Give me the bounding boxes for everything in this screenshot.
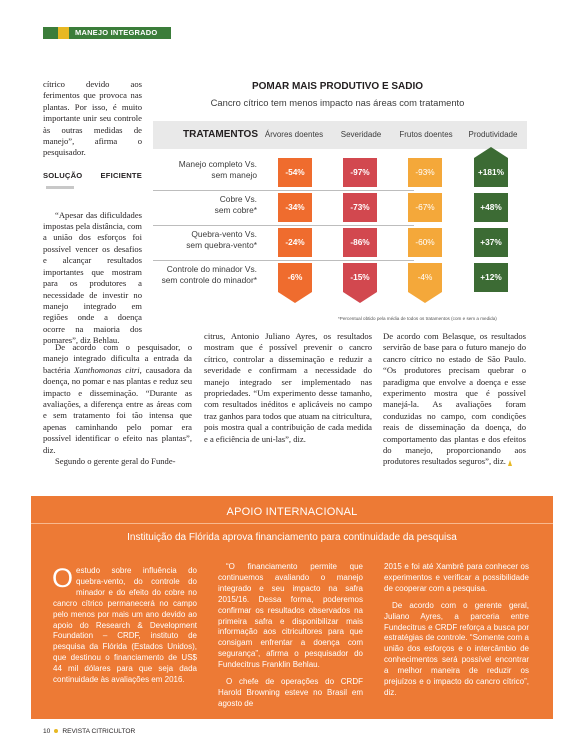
table-cell: -4% xyxy=(408,263,442,292)
sidebar-box xyxy=(31,496,553,719)
row-divider xyxy=(153,260,414,261)
paragraph: O chefe de operações do CRDF Harold Browning esteve no Brasil em agosto de xyxy=(218,677,363,708)
row-label: Controle do minador Vs. sem controle do minador* xyxy=(161,264,257,285)
box-subtitle: Instituição da Flórida aprova financiamento para continuidade da pesquisa xyxy=(127,532,457,543)
column-2 xyxy=(204,331,372,445)
row-divider xyxy=(153,225,414,226)
arrow-down-icon xyxy=(343,292,377,304)
paragraph: cítrico devido aos ferimentos que provoca nas plantas. Por isso, é muito importante unir seu controle às outras medidas de manejo”, afirma o pesquisador. xyxy=(43,79,142,158)
column-header: Árvores doentes xyxy=(264,130,324,139)
chart-header-row xyxy=(153,121,527,149)
box-title: APOIO INTERNACIONAL xyxy=(226,506,358,518)
row-label: Cobre Vs. sem cobre* xyxy=(214,194,257,215)
species-name: Xanthomonas citri xyxy=(74,364,140,375)
drop-cap: O xyxy=(52,563,74,593)
table-cell: -34% xyxy=(278,193,312,222)
bullet-icon xyxy=(54,729,58,733)
column-header: Produtividade xyxy=(468,130,518,139)
paragraph: De acordo com o pesquisador, o manejo integrado dificulta a entrada da bactéria Xanthomonas citri, causadora da doença, no pomar e nas plantas e reduz seu impacto e disseminação. “Durante as avaliações, a diferença entre as áreas com e sem tratamento foi tão intensa que apenas caminhando pelo pomar era possível identificar o efeito nas plantas”, diz. xyxy=(43,342,192,455)
table-cell: +12% xyxy=(474,263,508,292)
table-cell: -67% xyxy=(408,193,442,222)
section-tag-green-block xyxy=(43,27,58,39)
paragraph: Segundo o gerente geral do Funde- xyxy=(55,456,176,467)
end-mark-icon xyxy=(508,460,512,466)
column-header: Frutos doentes xyxy=(399,130,453,139)
row-label: Manejo completo Vs. sem manejo xyxy=(178,159,257,180)
table-cell: -15% xyxy=(343,263,377,292)
paragraph: De acordo com o gerente geral, Juliano Ayres, a parceria entre Fundecitrus e CRDF reforça a busca por estratégias de controle. “Somente com a união dos esforços e o intercâmbio de conhecimentos será possível encontrar a melhor maneira de reduzir os prejuízos e o impacto do cancro cítrico”, diz. xyxy=(384,600,529,697)
table-cell: +181% xyxy=(474,158,508,187)
subheading-text: SOLUÇÃO EFICIENTE xyxy=(43,170,142,180)
column-1-bottom xyxy=(43,342,192,467)
subheading-rule xyxy=(46,186,74,189)
magazine-name: REVISTA CITRICULTOR xyxy=(62,728,136,735)
paragraph: estudo sobre influência do quebra-vento, do controle do minador e do efeito do cobre no cancro cítrico permanecerá no campo pelo menos por mais um ano devido ao apoio do Research & Development Foundation – CRDF, instituto de pesquisa da Flórida (Estados Unidos), que destinou o financiamento de US$ 44 mil dólares para que seja dada continuidade às avaliações em 2016. xyxy=(53,566,197,685)
table-cell: -24% xyxy=(278,228,312,257)
arrow-down-icon xyxy=(408,292,442,304)
page-number: 10 xyxy=(43,728,51,735)
box-divider xyxy=(31,523,553,524)
row-divider xyxy=(153,190,414,191)
table-cell: -54% xyxy=(278,158,312,187)
column-1-top xyxy=(43,79,142,347)
chart-title: POMAR MAIS PRODUTIVO E SADIO xyxy=(251,81,424,92)
table-cell: +48% xyxy=(474,193,508,222)
row-label: Quebra-vento Vs. sem quebra-vento* xyxy=(186,229,257,250)
paragraph: De acordo com Belasque, os resultados servirão de base para o futuro manejo do cancro cítrico no estado de São Paulo. “Os produtores precisam quebrar o paradigma que envolve a doença e esse experimento mostra que é possível manejá-la. As avaliações foram conduzidas no campo, com condições reais de disseminação da doença, do comportamento das plantas e dos efeitos do manejo, proporcionando aos produtores resultados seguros”, diz. xyxy=(383,331,526,467)
section-tag: MANEJO INTEGRADO xyxy=(69,27,171,39)
table-cell: -73% xyxy=(343,193,377,222)
column-header: TRATAMENTOS xyxy=(183,129,258,140)
paragraph: 2015 e foi até Xambrê para conhecer os experimentos e verificar a possibilidade de cooperar com a pesquisa. xyxy=(384,562,529,593)
paragraph: “Apesar das dificuldades impostas pela distância, com a união dos esforços foi possível vencer os desafios e alcançar resultados importantes que mostram para os produtores a necessidade de investir no manejo integrado em regiões onde a doença ocorre na maioria dos pomares”, diz Behlau. xyxy=(43,209,142,346)
table-cell: -6% xyxy=(278,263,312,292)
page-footer xyxy=(43,728,135,735)
table-cell: +37% xyxy=(474,228,508,257)
table-cell: -97% xyxy=(343,158,377,187)
chart-footnote: *Percentual obtido pela média de todos os tratamentos (com e sem a medida) xyxy=(338,316,497,321)
arrow-down-icon xyxy=(278,292,312,304)
subheading xyxy=(43,170,142,193)
table-cell: -60% xyxy=(408,228,442,257)
box-column-1 xyxy=(52,563,197,686)
chart-body xyxy=(153,150,527,320)
paragraph: “O financiamento permite que continuemos avaliando o manejo integrado e seu impacto na safra 2015/16. Dessa forma, poderemos confirmar os resultados observados na primeira safra e disponibilizar mais informação aos citricultores para que consigam enfrentar a doença com segurança”, afirma o pesquisador do Fundecitrus Franklin Behlau. xyxy=(218,562,363,670)
table-cell: -93% xyxy=(408,158,442,187)
table-cell: -86% xyxy=(343,228,377,257)
arrow-up-icon xyxy=(474,146,508,158)
column-3 xyxy=(383,331,526,468)
column-header: Severidade xyxy=(340,130,382,139)
section-tag-yellow-block xyxy=(58,27,69,39)
box-column-3 xyxy=(384,562,529,699)
box-column-2 xyxy=(218,562,363,710)
paragraph: citrus, Antonio Juliano Ayres, os resultados mostram que é possível prevenir o cancro cítrico, controlar a disseminação e reduzir a severidade e confirmam a necessidade do manejo integrado ser implementado nas propriedades. “Um experimento desse tamanho, com resultados inéditos e aplicáveis no campo traz ganhos para todos que atuam na citricultura, pois mostra qual a contribuição de cada medida e a eficiência de uni-las”, diz. xyxy=(204,331,372,444)
chart-subtitle: Cancro cítrico tem menos impacto nas áreas com tratamento xyxy=(210,97,465,108)
